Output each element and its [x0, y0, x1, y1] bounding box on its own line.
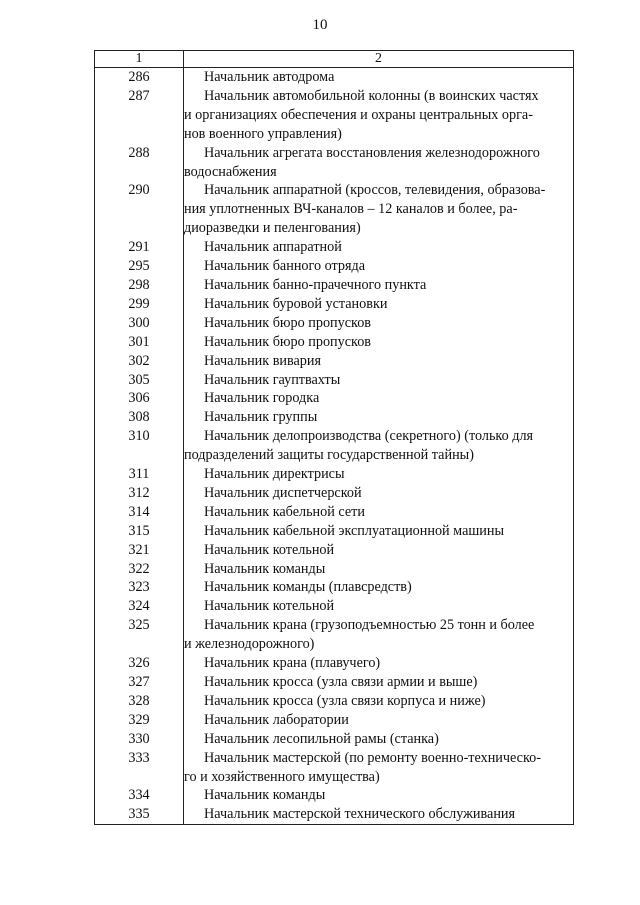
position-title-line: Начальник мастерской (по ремонту военно-техническо-	[204, 749, 541, 766]
position-title-line: Начальник гауптвахты	[204, 371, 341, 388]
position-title-line: нов военного управления)	[184, 125, 342, 142]
table-row	[95, 673, 574, 692]
table-row	[95, 295, 574, 314]
position-title	[184, 181, 574, 238]
position-title	[184, 673, 574, 692]
row-number: 330	[95, 730, 184, 749]
positions-table	[94, 50, 574, 825]
row-number: 305	[95, 371, 184, 390]
table-row	[95, 503, 574, 522]
position-title-line: Начальник кабельной эксплуатационной машины	[204, 522, 505, 539]
table-row	[95, 711, 574, 730]
table-header-row	[95, 51, 574, 68]
table-row	[95, 68, 574, 87]
row-number: 334	[95, 786, 184, 805]
position-title-line: Начальник городка	[204, 390, 320, 407]
table-row	[95, 389, 574, 408]
position-title	[184, 144, 574, 182]
table-row	[95, 352, 574, 371]
position-title-line: Начальник крана (плавучего)	[204, 655, 381, 672]
position-title	[184, 68, 574, 87]
row-number: 335	[95, 805, 184, 824]
table-row	[95, 749, 574, 787]
table-row	[95, 238, 574, 257]
position-title-line: Начальник команды (плавсредств)	[204, 579, 412, 596]
position-title-line: Начальник директрисы	[204, 466, 345, 483]
position-title-line: и организациях обеспечения и охраны центральных орга-	[184, 106, 533, 123]
row-number: 299	[95, 295, 184, 314]
position-title-line: Начальник крана (грузоподъемностью 25 тонн и более	[204, 617, 535, 634]
page-number: 10	[312, 17, 328, 33]
position-title-line: Начальник лаборатории	[204, 711, 349, 728]
column-header-number: 1	[95, 51, 184, 68]
position-title-line: Начальник банного отряда	[204, 258, 366, 275]
position-title	[184, 560, 574, 579]
position-title	[184, 238, 574, 257]
position-title-line: водоснабжения	[184, 163, 277, 180]
position-title-line: подразделений защиты государственной тайны)	[184, 447, 474, 464]
row-number: 300	[95, 314, 184, 333]
table-row	[95, 314, 574, 333]
position-title	[184, 389, 574, 408]
position-title-line: Начальник котельной	[204, 598, 335, 615]
position-title-line: Начальник группы	[204, 409, 318, 426]
position-title-line: Начальник кросса (узла связи армии и выше)	[204, 674, 478, 690]
position-title	[184, 692, 574, 711]
row-number: 306	[95, 389, 184, 408]
row-number: 333	[95, 749, 184, 787]
table-row	[95, 181, 574, 238]
position-title	[184, 333, 574, 352]
position-title	[184, 711, 574, 730]
row-number: 298	[95, 276, 184, 295]
row-number: 327	[95, 673, 184, 692]
position-title-line: диоразведки и пеленгования)	[184, 220, 361, 237]
row-number: 321	[95, 541, 184, 560]
row-number: 326	[95, 654, 184, 673]
table-row	[95, 276, 574, 295]
position-title	[184, 654, 574, 673]
table-row	[95, 654, 574, 673]
row-number: 314	[95, 503, 184, 522]
table-row	[95, 541, 574, 560]
row-number: 315	[95, 522, 184, 541]
column-header-title: 2	[184, 51, 574, 68]
position-title-line: Начальник аппаратной	[204, 239, 342, 256]
row-number: 310	[95, 427, 184, 465]
position-title	[184, 465, 574, 484]
position-title-line: Начальник автомобильной колонны (в воинских частях	[204, 87, 539, 104]
table-row	[95, 333, 574, 352]
position-title-line: Начальник кросса (узла связи корпуса и ниже)	[204, 692, 486, 709]
position-title-line: Начальник команды	[204, 560, 326, 577]
table-row	[95, 730, 574, 749]
position-title-line: Начальник делопроизводства (секретного) (только для	[204, 428, 534, 445]
position-title	[184, 522, 574, 541]
position-title-line: ния уплотненных ВЧ-каналов – 12 каналов и более, ра-	[184, 201, 518, 218]
row-number: 312	[95, 484, 184, 503]
row-number: 322	[95, 560, 184, 579]
table-body	[95, 68, 574, 825]
position-title	[184, 730, 574, 749]
position-title	[184, 87, 574, 144]
table-row	[95, 427, 574, 465]
position-title-line: Начальник вивария	[204, 352, 322, 369]
position-title	[184, 484, 574, 503]
position-title	[184, 578, 574, 597]
row-number: 290	[95, 181, 184, 238]
position-title	[184, 371, 574, 390]
table-row	[95, 522, 574, 541]
table-row	[95, 257, 574, 276]
position-title	[184, 786, 574, 805]
position-title-line: Начальник котельной	[204, 541, 335, 558]
position-title-line: Начальник буровой установки	[204, 295, 388, 312]
position-title	[184, 597, 574, 616]
position-title-line: Начальник команды	[204, 787, 326, 804]
row-number: 329	[95, 711, 184, 730]
table-row	[95, 578, 574, 597]
position-title-line: Начальник банно-прачечного пункта	[204, 276, 427, 293]
position-title	[184, 314, 574, 333]
row-number: 323	[95, 578, 184, 597]
position-title	[184, 427, 574, 465]
row-number: 302	[95, 352, 184, 371]
position-title-line: Начальник диспетчерской	[204, 484, 362, 501]
position-title-line: Начальник аппаратной (кроссов, телевидения, образова-	[204, 182, 546, 199]
position-title	[184, 352, 574, 371]
row-number: 286	[95, 68, 184, 87]
position-title-line: Начальник автодрома	[204, 69, 335, 85]
row-number: 291	[95, 238, 184, 257]
row-number: 308	[95, 408, 184, 427]
position-title-line: и железнодорожного)	[184, 636, 315, 653]
table-row	[95, 805, 574, 824]
row-number: 325	[95, 616, 184, 654]
position-title	[184, 257, 574, 276]
row-number: 324	[95, 597, 184, 616]
row-number: 301	[95, 333, 184, 352]
position-title-line: Начальник кабельной сети	[204, 503, 365, 520]
table-row	[95, 408, 574, 427]
row-number: 288	[95, 144, 184, 182]
table-row	[95, 560, 574, 579]
position-title	[184, 749, 574, 787]
row-number: 295	[95, 257, 184, 276]
position-title	[184, 276, 574, 295]
table-row	[95, 465, 574, 484]
position-title-line: Начальник бюро пропусков	[204, 314, 371, 331]
position-title	[184, 805, 574, 824]
position-title-line: Начальник бюро пропусков	[204, 333, 371, 350]
table-row	[95, 597, 574, 616]
row-number: 328	[95, 692, 184, 711]
row-number: 311	[95, 465, 184, 484]
position-title-line: Начальник мастерской технического обслуживания	[204, 806, 516, 823]
position-title-line: го и хозяйственного имущества)	[184, 768, 380, 785]
table-row	[95, 87, 574, 144]
position-title	[184, 616, 574, 654]
table-row	[95, 484, 574, 503]
position-title	[184, 503, 574, 522]
row-number: 287	[95, 87, 184, 144]
table-row	[95, 786, 574, 805]
table-row	[95, 371, 574, 390]
position-title	[184, 295, 574, 314]
table-row	[95, 616, 574, 654]
position-title-line: Начальник лесопильной рамы (станка)	[204, 730, 439, 747]
position-title	[184, 541, 574, 560]
table-row	[95, 692, 574, 711]
position-title	[184, 408, 574, 427]
table-row	[95, 144, 574, 182]
position-title-line: Начальник агрегата восстановления железнодорожного	[204, 144, 540, 161]
